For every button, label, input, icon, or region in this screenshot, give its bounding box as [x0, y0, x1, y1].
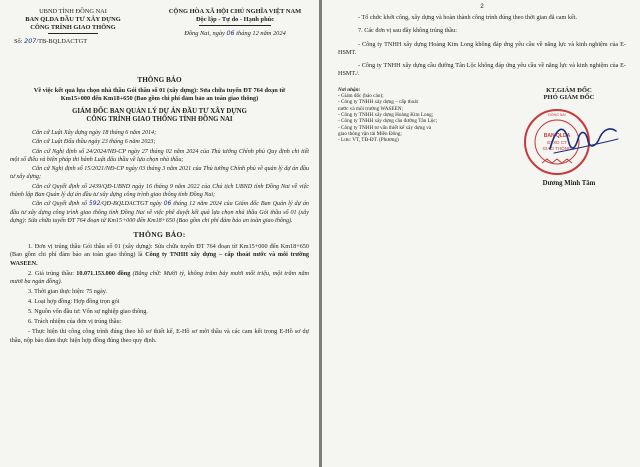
issuing-organization	[14, 8, 132, 46]
sign-title-1: KT.GIÁM ĐỐC	[546, 86, 592, 94]
item-contract-type: 4. Loại hợp đồng: Hợp đồng trọn gói	[28, 298, 120, 306]
notification-items	[10, 243, 309, 345]
winning-price: 10.071.153.000 đồng	[76, 269, 131, 277]
authority-line-1: GIÁM ĐỐC BAN QUẢN LÝ DỰ ÁN ĐẦU TƯ XÂY DỰNG	[72, 108, 247, 115]
item-2-prefix: 2. Giá trúng thầu:	[28, 269, 74, 277]
signer-name: Dương Minh Tâm	[542, 179, 596, 187]
recipient: - Công ty TNHH tư vấn thiết kế xây dựng và	[338, 124, 432, 131]
recipient: - Công ty TNHH xây dựng – cấp thoát	[338, 99, 418, 106]
item-1-text: 1. Đơn vị trúng thầu Gói thầu số 01 (xây dựng): Sửa chữa tuyến ĐT 764 đoạn từ Km15+000 đến Km18+650 (Bao gồm chi phí đảm bảo an toàn giao thông) là	[10, 242, 309, 259]
recipient: - Công ty TNHH xây dựng cầu đường Tân Lộc;	[338, 118, 438, 125]
document-header	[10, 6, 309, 76]
item-duration: 3. Thời gian thực hiện: 75 ngày.	[28, 288, 107, 296]
nation-line-2: Độc lập - Tự do - Hạnh phúc	[195, 16, 275, 23]
basis-last-middle: /QĐ-BQLDACTGT ngày	[100, 201, 162, 208]
svg-text:GIAO THÔNG: GIAO THÔNG	[542, 145, 572, 151]
basis-item: Căn cứ Nghị định số 24/2024/NĐ-CP ngày 27 tháng 02 năm 2024 của Thủ tướng Chính phủ Quy định chi tiết một số điều và biện pháp thi hành Luật đấu thầu về lựa chọn nhà thầu;	[10, 148, 309, 163]
winning-contractor: Công ty TNHH xây dựng – cấp thoát nước và môi trường WASEEN.	[10, 251, 309, 267]
basis-item: Căn cứ Luật Đấu thầu ngày 23 tháng 6 năm 2023;	[32, 139, 156, 146]
signature-block	[504, 86, 634, 187]
page-2	[322, 0, 640, 467]
date-day-handwritten: 06	[226, 29, 235, 37]
decision-no-handwritten: 592	[88, 200, 101, 208]
document-number	[14, 37, 132, 46]
item-winner	[10, 243, 309, 268]
item-responsibility: 6. Trách nhiệm của đơn vị trúng thầu:	[28, 318, 122, 326]
nation-line-1: CỘNG HÒA XÃ HỘI CHỦ NGHĨA VIỆT NAM	[168, 8, 302, 15]
paragraph: - Tổ chức khởi công, xây dựng và hoàn thành công trình đúng theo thời gian đã cam kết.	[358, 14, 577, 21]
paragraph: - Công ty TNHH xây dựng cầu đường Tân Lộc không đáp ứng yêu cầu về năng lực và kinh nghiệm của E-HSMT./.	[338, 62, 626, 78]
recipient: - Giám đốc (báo cáo);	[338, 93, 384, 100]
org-line-1: UBND TỈNH ĐỒNG NAI	[39, 8, 107, 15]
date-suffix: tháng 12 năm 2024	[236, 30, 286, 37]
svg-text:ĐTXD CT: ĐTXD CT	[547, 139, 567, 145]
recipients-list	[338, 87, 488, 144]
recipient: - Lưu: VT, TĐ-ĐT. (Phương)	[338, 137, 399, 144]
nation-underline	[199, 25, 271, 26]
recipient: giao thông vận tải Miền Đông;	[338, 130, 402, 137]
svg-text:ĐỒNG NAI: ĐỒNG NAI	[548, 112, 566, 117]
recipients-header: Nơi nhận:	[338, 86, 361, 93]
basis-item-decision	[10, 200, 309, 225]
document-date	[160, 29, 310, 38]
doc-no-suffix: /TB-BQLDACTGT	[36, 38, 88, 45]
signature-block-row	[338, 87, 626, 287]
national-heading	[160, 8, 310, 38]
document-title: THÔNG BÁO	[137, 76, 182, 84]
page-number: 2	[480, 4, 484, 10]
recipient: nước và môi trường WASEEN;	[338, 105, 403, 112]
authority-line-2: CÔNG TRÌNH GIAO THÔNG TỈNH ĐỒNG NAI	[86, 116, 233, 124]
date-prefix: Đồng Nai, ngày	[184, 30, 225, 37]
org-line-2: BAN QLDA ĐẦU TƯ XÂY DỰNG	[25, 16, 121, 23]
legal-basis	[10, 129, 309, 225]
basis-item: Căn cứ Nghị định số 15/2021/NĐ-CP ngày 03 tháng 3 năm 2021 của Thủ tướng Chính phủ về quản lý dự án đầu tư xây dựng;	[10, 166, 309, 181]
doc-no-prefix: Số:	[14, 38, 23, 45]
doc-no-handwritten: 207	[24, 37, 37, 45]
document-subject: Về việc kết quả lựa chọn nhà thầu Gói thầu số 01 (xây dựng): Sửa chữa tuyến ĐT 764 đoạn từ Km15+000 đến Km18+650 (Bao gồm chi phí đảm bảo an toàn giao thông)	[33, 87, 286, 102]
signature-icon	[544, 109, 624, 169]
sign-title-2: PHÓ GIÁM ĐỐC	[543, 93, 595, 101]
org-line-3: CÔNG TRÌNH GIAO THÔNG	[30, 24, 116, 31]
page-2-body	[338, 14, 626, 79]
decision-day-handwritten: 06	[163, 200, 172, 208]
item-funding: 5. Nguồn vốn đầu tư: Vốn sự nghiệp giao thông.	[28, 308, 148, 316]
basis-last-rest: tháng 12 năm 2024 của Giám đốc Ban Quản lý dự án đầu tư xây dựng công trình giao thông tỉnh Đồng Nai về việc phê duyệt kết quả lựa chọn nhà thầu Gói thầu số 01 (xây dựng): Sửa chữa tuyến ĐT 764 đoạn từ Km15+000 đến Km18+650 (Bao gồm chi phí đảm bảo an toàn giao thông).	[10, 201, 309, 224]
org-underline	[48, 33, 98, 34]
recipient: - Công ty TNHH xây dựng Hoàng Kim Long;	[338, 111, 434, 118]
paragraph: 7. Các đơn vị sau đây không trúng thầu:	[358, 27, 457, 35]
basis-last-prefix: Căn cứ Quyết định số	[32, 201, 87, 208]
notification-heading: THÔNG BÁO:	[133, 229, 186, 239]
basis-item: Căn cứ Luật Xây dựng ngày 18 tháng 6 năm 2014;	[32, 129, 157, 136]
issuing-authority	[10, 108, 309, 125]
item-price	[10, 270, 309, 287]
svg-text:BAN QLDA: BAN QLDA	[543, 132, 571, 139]
price-in-words: (Bằng chữ: Mười tỷ, không trăm bảy mươi mốt triệu, một trăm năm mươi ba ngàn đồng).	[10, 269, 310, 285]
paragraph: - Công ty TNHH xây dựng Hoàng Kim Long không đáp ứng yêu cầu về năng lực và kinh nghiệm của E-HSMT.	[338, 40, 626, 56]
item-responsibility-detail: - Thực hiện thi công công trình đúng theo hồ sơ thiết kế, E-Hồ sơ mời thầu và các cam kết trong E-Hồ sơ dự thầu, nộp bảo đảm thực hiện hợp đồng đúng theo quy định.	[10, 328, 309, 344]
page-1	[0, 0, 319, 467]
basis-item: Căn cứ Quyết định số 2439/QĐ-UBND ngày 16 tháng 9 năm 2022 của Chủ tịch UBND tỉnh Đồng Nai về việc thành lập Ban Quản lý dự án đầu tư xây dựng công trình giao thông tỉnh Đồng Nai;	[10, 183, 309, 198]
